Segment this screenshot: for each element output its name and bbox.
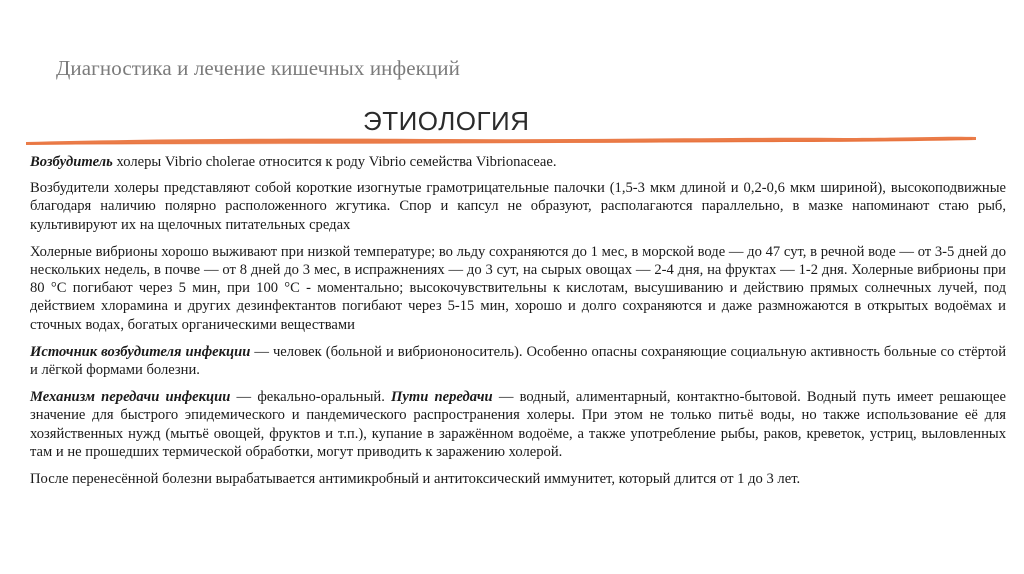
paragraph-text: — фекально-оральный. — [230, 389, 392, 406]
slide-body — [30, 153, 1006, 497]
title-brush-underline — [24, 128, 979, 150]
slide-title: ЭТИОЛОГИЯ — [363, 106, 530, 136]
paragraph-source — [30, 343, 1006, 379]
paragraph-pathogen — [30, 153, 1006, 171]
paragraph-text: холеры Vibrio cholerae относится к роду Vibrio семейства Vibrionaceae. — [112, 154, 557, 170]
slide-subtitle: Диагностика и лечение кишечных инфекций — [56, 56, 460, 80]
paragraph-survival: Холерные вибрионы хорошо выживают при низкой температуре; во льду сохраняются до 1 мес, в морской воде — до 47 сут, в речной воде — от 3-5 дней до нескольких недель, в почве — от 8 дней до 3 мес, в испражнениях — до 3 сут, на сырых овощах — 2-4 дня, на фруктах — 1-2 дня. Холерные вибрионы при 80 °С погибают через 5 мин, при 100 °С - моментально; высокочувствительны к кислотам, высушиванию и действию прямых солнечных лучей, под действием хлорамина и других дезинфектантов погибают через 5-15 мин, хорошо и долго сохраняются и даже размножаются в открытых водоёмах и сточных водах, богатых органическими веществами — [30, 243, 1006, 333]
paragraph-immunity: После перенесённой болезни вырабатывается антимикробный и антитоксический иммунитет, который длится от 1 до 3 лет. — [30, 471, 801, 488]
term-transmission-routes: Пути передачи — [391, 389, 493, 406]
paragraph-morphology: Возбудители холеры представляют собой короткие изогнутые грамотрицательные палочки (1,5-3 мкм длиной и 0,2-0,6 мкм шириной), высокоподвижные благодаря наличию полярно расположенного жгутика. Спор и капсул не образуют, располагаются параллельно, в мазке напоминают стаю рыб, культивируют их на щелочных питательных средах — [30, 180, 1006, 233]
paragraph-text: — водный, алиментарный, контактно-бытовой. Водный путь имеет решающее значение для быстрого эпидемического и пандемического распространения холеры. При этом не только питьё воды, но также использование её для хозяйственных нужд (мытьё овощей, фруктов и т.п.), купание в заражённом водоёме, а также употребление рыбы, раков, креветок, устриц, выловленных там и не прошедших термической обработки, могут приводить к заражению холерой. — [30, 389, 1006, 460]
paragraph-transmission — [30, 388, 1006, 461]
paragraph-text: — человек (больной и вибриононоситель). Особенно опасны сохраняющие социальную активность больные со стёртой и лёгкой формами болезни. — [30, 343, 1007, 379]
term-infection-source: Источник возбудителя инфекции — [30, 343, 251, 360]
term-transmission-mechanism: Механизм передачи инфекции — [30, 389, 231, 406]
term-pathogen: Возбудитель — [30, 154, 113, 170]
